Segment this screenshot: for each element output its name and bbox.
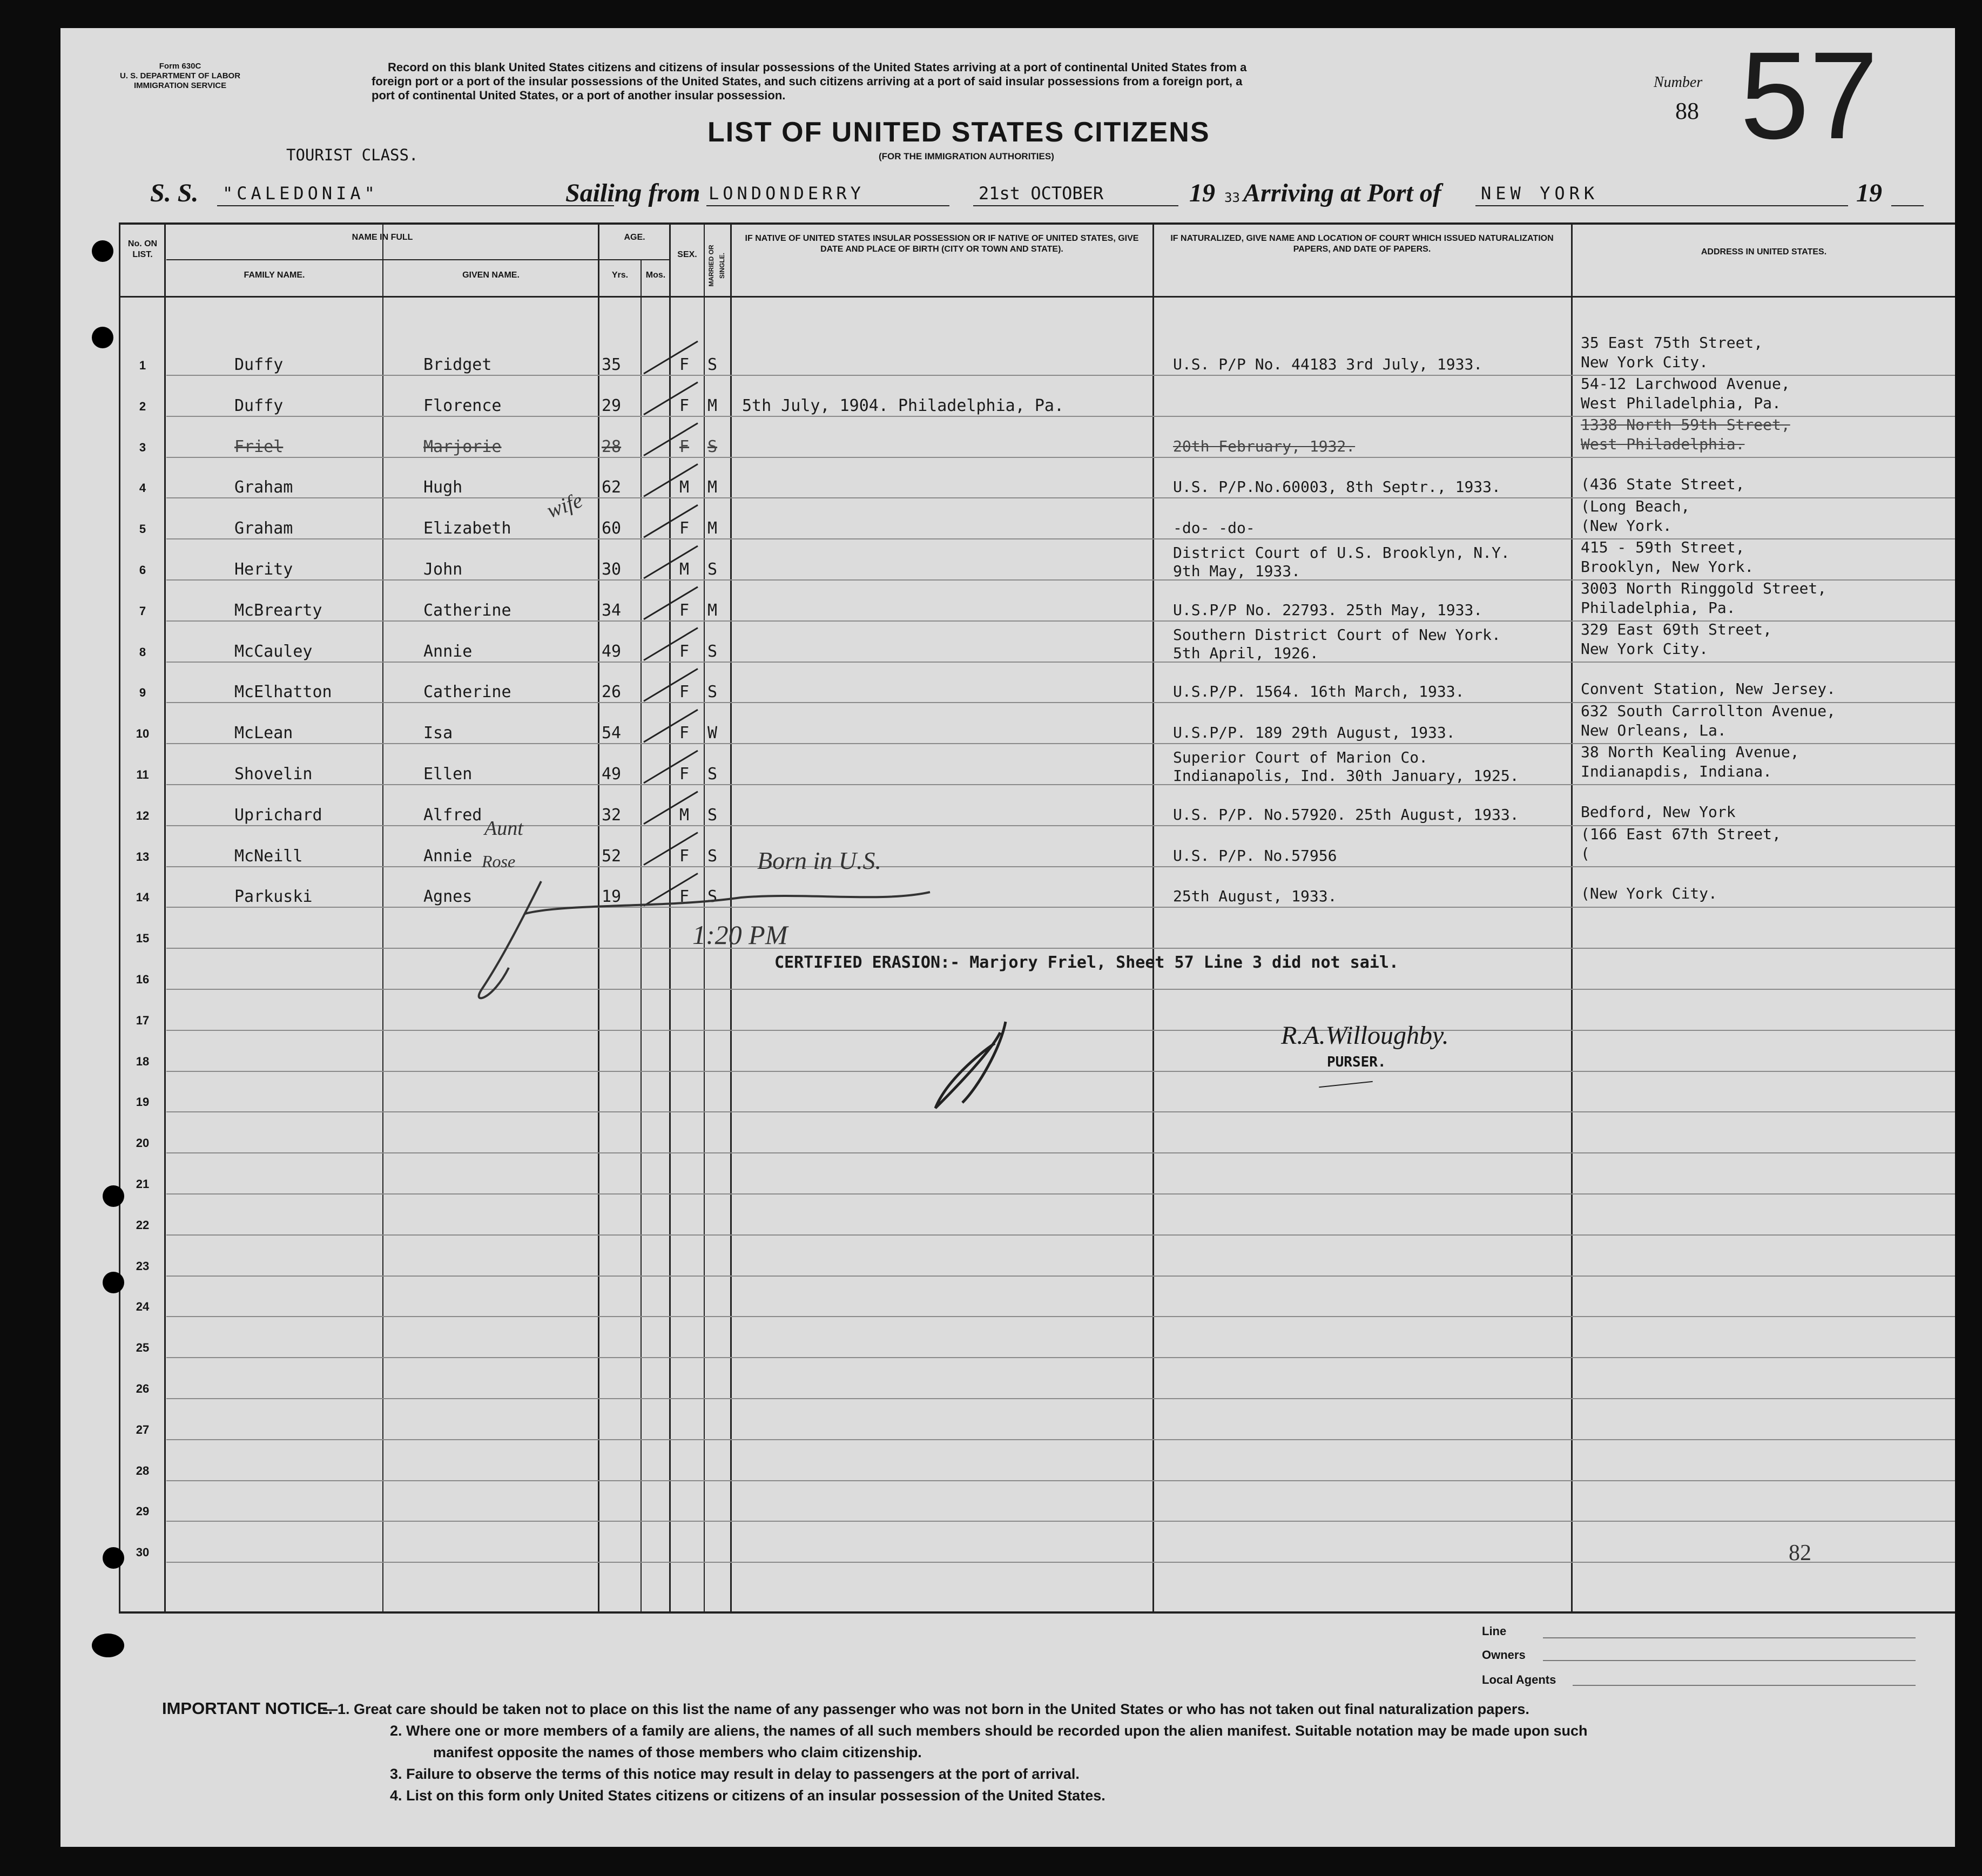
sex-cell: F <box>679 600 690 620</box>
punch-hole <box>103 1272 124 1293</box>
ruled-line <box>166 866 1955 867</box>
row-number: 1 <box>139 359 146 372</box>
handwritten-aunt: Aunt <box>484 817 523 840</box>
family-name-cell: Duffy <box>234 355 284 374</box>
row-number: 4 <box>139 481 146 495</box>
ruled-line <box>166 1521 1955 1522</box>
col-yrs: Yrs. <box>611 271 629 280</box>
table-top-border <box>119 222 1955 225</box>
sex-cell: F <box>679 642 690 661</box>
marital-status-cell: S <box>707 642 718 661</box>
handwritten-inspector-scrawl <box>460 870 1108 1141</box>
punch-hole <box>92 240 113 262</box>
address-line-1: (166 East 67th Street, <box>1581 825 1781 843</box>
address-line-2: New Orleans, La. <box>1581 721 1727 740</box>
check-mark <box>644 505 698 537</box>
marital-status-cell: S <box>707 355 718 374</box>
address-line-2: Philadelphia, Pa. <box>1581 598 1736 617</box>
col-married-or-single: MARRIED OR SINGLE. <box>707 245 726 287</box>
notice-title: IMPORTANT NOTICE. <box>162 1699 333 1718</box>
marital-status-cell: S <box>707 560 718 579</box>
family-name-cell: Uprichard <box>234 805 322 825</box>
footer-owners-label: Owners <box>1482 1648 1526 1662</box>
footer-local-agents-label: Local Agents <box>1482 1673 1556 1686</box>
marital-status-cell: M <box>707 396 718 415</box>
check-mark <box>644 751 698 783</box>
handwritten-wife: wife <box>543 487 586 523</box>
address-line-1: (New York City. <box>1581 885 1717 903</box>
age-cell: 52 <box>602 846 622 866</box>
given-name-cell: Isa <box>423 724 453 743</box>
check-mark <box>644 628 698 660</box>
row-number: 17 <box>136 1013 150 1027</box>
given-name-cell: Annie <box>423 642 473 661</box>
service: IMMIGRATION SERVICE <box>133 81 227 90</box>
given-name-cell: Catherine <box>423 600 511 620</box>
check-marks <box>638 298 746 946</box>
row-number: 12 <box>136 808 150 822</box>
check-mark <box>644 710 698 742</box>
address-line-1: Convent Station, New Jersey. <box>1581 680 1836 698</box>
family-name-cell: McBrearty <box>234 600 322 620</box>
row-number: 20 <box>136 1136 150 1150</box>
age-cell: 19 <box>602 887 622 907</box>
sex-cell: M <box>679 560 690 579</box>
col-given-name: GIVEN NAME. <box>462 271 520 280</box>
col-native-birth: IF NATIVE OF UNITED STATES INSULAR POSSESSION OR IF NATIVE OF UNITED STATES, GIVE DATE AND PLACE OF BIRTH (CITY OR TOWN AND STATE). <box>745 234 1139 254</box>
ruled-line <box>166 662 1955 663</box>
sex-cell: F <box>679 519 690 538</box>
family-name-cell: McCauley <box>234 642 313 661</box>
row-number: 10 <box>136 727 150 741</box>
check-mark <box>644 464 698 496</box>
naturalization-cell: U.S. P/P.No.60003, 8th Septr., 1933. <box>1173 478 1501 496</box>
year-prefix-1: 19 <box>1189 179 1215 207</box>
naturalization-cell: 20th February, 1932. <box>1173 437 1356 455</box>
naturalization-cell: U.S.P/P. 189 29th August, 1933. <box>1173 724 1455 742</box>
row-number: 14 <box>136 890 150 905</box>
marital-status-cell: M <box>707 478 718 497</box>
col-family-name: FAMILY NAME. <box>244 271 305 280</box>
ruled-line <box>166 1398 1955 1399</box>
col-name-in-full: NAME IN FULL <box>352 233 413 242</box>
marital-status-cell: S <box>707 846 718 866</box>
check-mark <box>644 341 698 374</box>
sex-cell: F <box>679 765 690 784</box>
family-name-cell: McNeill <box>234 846 303 866</box>
age-cell: 62 <box>602 478 622 497</box>
age-cell: 54 <box>602 724 622 743</box>
col-no-on-list: No. ON LIST. <box>127 239 158 259</box>
row-number: 2 <box>139 399 146 413</box>
punch-hole <box>103 1547 124 1569</box>
address-line-1: 54-12 Larchwood Avenue, <box>1581 374 1790 393</box>
birth-info-cell: 5th July, 1904. Philadelphia, Pa. <box>742 396 1064 415</box>
sex-cell: F <box>679 683 690 702</box>
number-label: Number <box>1654 74 1703 91</box>
marital-status-cell: M <box>707 519 718 538</box>
number-small: 88 <box>1675 98 1699 124</box>
sex-cell: F <box>679 396 690 415</box>
row-number: 7 <box>139 604 146 618</box>
sailing-from: LONDONDERRY <box>709 183 865 204</box>
given-name-cell: Ellen <box>423 765 473 784</box>
notice-line-4: 3. Failure to observe the terms of this notice may result in delay to passengers at the port of arrival. <box>390 1766 1080 1782</box>
check-mark <box>644 382 698 415</box>
age-cell: 34 <box>602 600 622 620</box>
row-number: 28 <box>136 1463 150 1477</box>
instruction-line-1: Record on this blank United States citizens and citizens of insular possessions of the United States arriving at a port of continental United States from a <box>388 60 1247 74</box>
row-number: 22 <box>136 1218 150 1232</box>
given-name-cell: John <box>423 560 463 579</box>
address-line-1: (436 State Street, <box>1581 475 1745 494</box>
row-number: 26 <box>136 1382 150 1395</box>
punch-hole <box>92 327 113 348</box>
row-number: 13 <box>136 849 150 863</box>
family-name-cell: Graham <box>234 519 293 538</box>
marital-status-cell: S <box>707 805 718 825</box>
row-number: 30 <box>136 1546 150 1560</box>
family-name-cell: McElhatton <box>234 683 332 702</box>
given-name-cell: Annie <box>423 846 473 866</box>
family-name-cell: Parkuski <box>234 887 313 907</box>
age-cell: 30 <box>602 560 622 579</box>
address-line-2: New York City. <box>1581 639 1709 658</box>
row-number: 21 <box>136 1177 150 1191</box>
row-number: 11 <box>136 768 149 781</box>
form-id <box>120 62 240 91</box>
row-number: 25 <box>136 1341 150 1355</box>
form-number: Form 630C <box>159 62 201 71</box>
row-number: 3 <box>139 440 146 454</box>
address-line-1: (Long Beach, <box>1581 497 1690 516</box>
naturalization-cell: U.S.P/P. 1564. 16th March, 1933. <box>1173 683 1465 701</box>
notice-line-5: 4. List on this form only United States citizens or citizens of an insular possession of the United States. <box>390 1787 1105 1804</box>
ruled-line <box>166 1439 1955 1440</box>
manifest-sheet <box>60 28 1955 1847</box>
footer-line-label: Line <box>1482 1624 1507 1638</box>
table-bottom-border <box>119 1611 1955 1614</box>
address-line-2: Brooklyn, New York. <box>1581 558 1754 576</box>
age-cell: 26 <box>602 683 622 702</box>
col-mos: Mos. <box>645 271 666 280</box>
marital-status-cell: S <box>707 887 718 907</box>
class-note: TOURIST CLASS. <box>286 146 419 164</box>
age-cell: 60 <box>602 519 622 538</box>
row-number: 29 <box>136 1504 150 1519</box>
row-number: 9 <box>139 686 146 700</box>
notice-line-2: 2. Where one or more members of a family are aliens, the names of all such members should be recorded upon the alien manifest. Suitable notation may be made upon such <box>390 1723 1588 1739</box>
page-subtitle: (FOR THE IMMIGRATION AUTHORITIES) <box>879 151 1054 161</box>
naturalization-cell: -do- -do- <box>1173 519 1255 537</box>
age-cell: 28 <box>602 437 622 456</box>
age-cell: 49 <box>602 642 622 661</box>
ss-label: S. S. <box>150 179 199 207</box>
arriving-port: NEW YORK <box>1481 183 1599 204</box>
ruled-line <box>166 1316 1955 1317</box>
notice-line-1: —1. Great care should be taken not to place on this list the name of any passenger who was not born in the United States or who has not taken out final naturalization papers. <box>323 1701 1529 1717</box>
row-number: 6 <box>139 563 146 577</box>
notice-line-3: manifest opposite the names of those members who claim citizenship. <box>433 1744 922 1760</box>
naturalization-cell: 25th August, 1933. <box>1173 887 1337 906</box>
ruled-line <box>166 1562 1955 1563</box>
sailing-from-label: Sailing from <box>565 179 700 207</box>
ruled-line <box>166 1357 1955 1358</box>
ruled-line <box>166 1276 1955 1277</box>
check-mark <box>644 546 698 578</box>
given-name-cell: Elizabeth <box>423 519 511 538</box>
row-number: 18 <box>136 1054 150 1068</box>
instructions <box>372 60 1246 103</box>
given-name-cell: Hugh <box>423 478 463 497</box>
purser-label: PURSER. <box>1327 1054 1386 1070</box>
naturalization-cell: U.S. P/P. No.57956 <box>1173 846 1337 865</box>
check-mark <box>644 833 698 865</box>
handwritten-page-number: 82 <box>1789 1541 1811 1565</box>
given-name-cell: Marjorie <box>423 437 502 456</box>
arriving-label: Arriving at Port of <box>1243 179 1441 207</box>
address-line-2: West Philadelphia, Pa. <box>1581 394 1781 412</box>
address-line-1: Bedford, New York <box>1581 802 1736 821</box>
address-line-2: ( <box>1581 844 1590 862</box>
marital-status-cell: S <box>707 437 718 456</box>
row-number: 8 <box>139 645 146 659</box>
family-name-cell: Shovelin <box>234 765 313 784</box>
given-name-cell: Bridget <box>423 355 492 374</box>
punch-hole <box>92 1634 124 1657</box>
department: U. S. DEPARTMENT OF LABOR <box>120 71 241 80</box>
instruction-line-2: foreign port or a port of the insular possessions of the United States, and such citizens arriving at a port of said insular possessions from a foreign port, a <box>372 75 1243 88</box>
family-name-cell: Graham <box>234 478 293 497</box>
naturalization-date-cell: 9th May, 1933. <box>1173 562 1301 580</box>
address-line-1: 329 East 69th Street, <box>1581 620 1772 638</box>
row-number: 5 <box>139 522 146 536</box>
ruled-line <box>166 1193 1955 1195</box>
address-line-1: 1338 North 59th Street, <box>1581 415 1790 434</box>
address-line-1: 35 East 75th Street, <box>1581 334 1763 352</box>
ruled-line <box>166 1480 1955 1481</box>
sex-cell: F <box>679 355 690 374</box>
sex-cell: F <box>679 437 690 456</box>
ruled-line <box>166 1234 1955 1236</box>
sheet-number: 57 <box>1740 28 1878 165</box>
ship-name: "CALEDONIA" <box>223 183 379 204</box>
row-number: 19 <box>136 1095 150 1109</box>
family-name-cell: Herity <box>234 560 293 579</box>
given-name-cell: Agnes <box>423 887 473 907</box>
col-sex: SEX. <box>677 250 697 259</box>
given-name-cell: Florence <box>423 396 502 415</box>
naturalization-cell: Southern District Court of New York. <box>1173 625 1501 644</box>
address-line-2: New York City. <box>1581 353 1709 371</box>
naturalization-cell: U.S. P/P No. 44183 3rd July, 1933. <box>1173 355 1483 373</box>
col-naturalized: IF NATURALIZED, GIVE NAME AND LOCATION OF COURT WHICH ISSUED NATURALIZATION PAPERS, AND DATE OF PAPERS. <box>1170 234 1554 254</box>
year-prefix-2: 19 <box>1856 179 1882 207</box>
row-number: 24 <box>136 1300 150 1314</box>
sex-cell: M <box>679 478 690 497</box>
page-title: LIST OF UNITED STATES CITIZENS <box>707 117 1210 148</box>
age-cell: 29 <box>602 396 622 415</box>
sex-cell: F <box>679 887 690 907</box>
age-cell: 35 <box>602 355 622 374</box>
check-mark <box>644 587 698 619</box>
family-name-cell: McLean <box>234 724 293 743</box>
sex-cell: F <box>679 724 690 743</box>
address-line-2: (New York. <box>1581 517 1672 535</box>
family-name-cell: Duffy <box>234 396 284 415</box>
address-line-1: 415 - 59th Street, <box>1581 538 1745 556</box>
punch-hole <box>103 1185 124 1207</box>
naturalization-cell: U.S. P/P. No.57920. 25th August, 1933. <box>1173 805 1519 824</box>
ruled-line <box>166 1152 1955 1153</box>
handwritten-rose: Rose <box>482 852 516 871</box>
row-number: 15 <box>136 932 150 946</box>
address-line-2: Indianapdis, Indiana. <box>1581 762 1772 780</box>
naturalization-date-cell: 5th April, 1926. <box>1173 644 1319 662</box>
marital-status-cell: M <box>707 600 718 620</box>
row-number: 23 <box>136 1259 150 1273</box>
naturalization-cell: U.S.P/P No. 22793. 25th May, 1933. <box>1173 600 1483 619</box>
age-cell: 32 <box>602 805 622 825</box>
check-mark <box>644 792 698 824</box>
ruled-line <box>166 784 1955 785</box>
col-address: ADDRESS IN UNITED STATES. <box>1701 247 1827 257</box>
purser-signature: R.A.Willoughby. <box>1281 1021 1449 1050</box>
marital-status-cell: W <box>707 724 718 743</box>
row-number: 16 <box>136 973 150 986</box>
family-name-cell: Friel <box>234 437 284 456</box>
naturalization-cell: District Court of U.S. Brooklyn, N.Y. <box>1173 544 1510 562</box>
given-name-cell: Alfred <box>423 805 482 825</box>
col-age: AGE. <box>624 233 645 242</box>
address-line-1: 38 North Kealing Avenue, <box>1581 743 1799 761</box>
instruction-line-3: port of continental United States, or a port of another insular possession. <box>372 89 786 102</box>
sex-cell: F <box>679 846 690 866</box>
year-suffix-1: 33 <box>1224 190 1240 205</box>
address-line-1: 632 South Carrollton Avenue, <box>1581 702 1836 720</box>
address-line-2: West Philadelphia. <box>1581 435 1745 453</box>
address-line-1: 3003 North Ringgold Street, <box>1581 579 1827 597</box>
check-mark <box>644 669 698 701</box>
sailing-date: 21st OCTOBER <box>979 183 1104 204</box>
handwritten-time: 1:20 PM <box>692 920 788 950</box>
certified-erasion-note: CERTIFIED ERASION:- Marjory Friel, Sheet 57 Line 3 did not sail. <box>774 953 1399 972</box>
marital-status-cell: S <box>707 765 718 784</box>
check-mark <box>644 423 698 456</box>
sex-cell: M <box>679 805 690 825</box>
given-name-cell: Catherine <box>423 683 511 702</box>
age-cell: 49 <box>602 765 622 784</box>
naturalization-cell: Superior Court of Marion Co. <box>1173 748 1428 766</box>
handwritten-born-in-us: Born in U.S. <box>757 847 881 874</box>
naturalization-date-cell: Indianapolis, Ind. 30th January, 1925. <box>1173 767 1519 785</box>
marital-status-cell: S <box>707 683 718 702</box>
ruled-line <box>166 457 1955 458</box>
row-number: 27 <box>136 1422 150 1436</box>
